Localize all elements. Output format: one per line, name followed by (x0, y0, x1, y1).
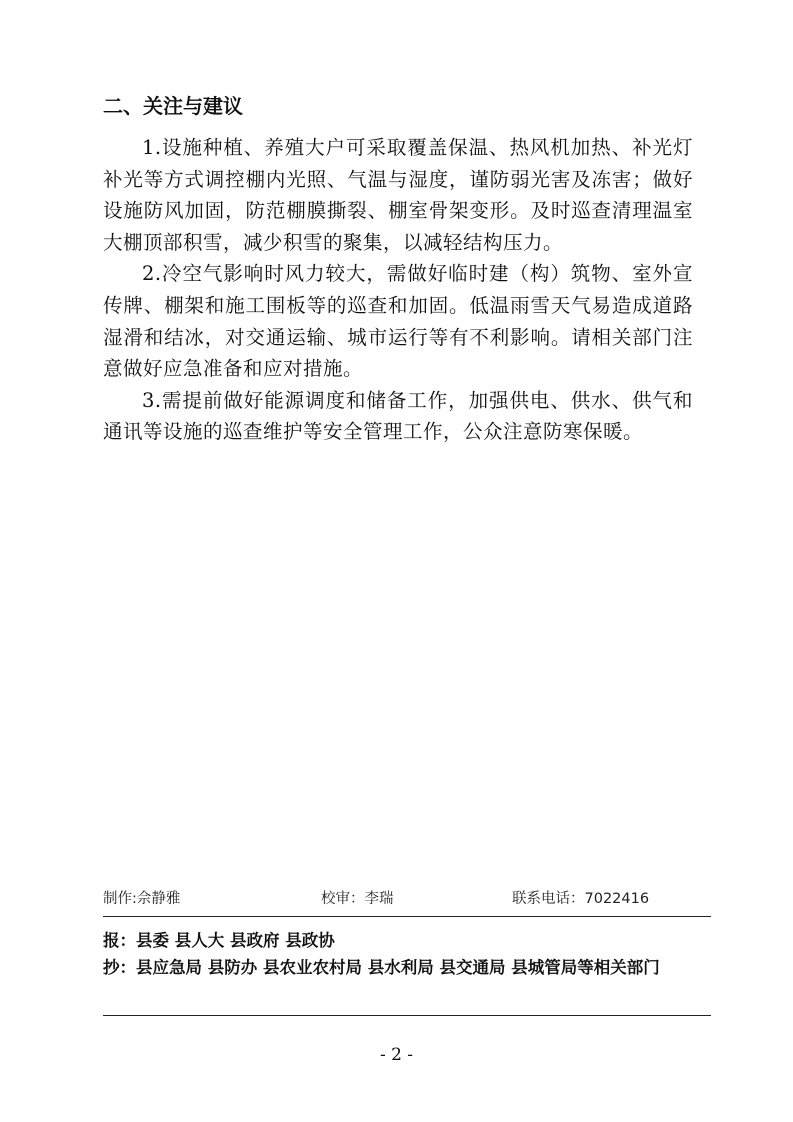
paragraph-3: 3.需提前做好能源调度和储备工作，加强供电、供水、供气和通讯等设施的巡查维护等安全管理工作，公众注意防寒保暖。 (103, 388, 693, 444)
section-heading: 二、关注与建议 (103, 94, 243, 118)
page-number: - 2 - (379, 1045, 414, 1065)
contact-phone: 联系电话：7022416 (512, 891, 650, 907)
copy-to: 抄：县应急局 县防办 县农业农村局 县水利局 县交通局 县城管局等相关部门 (103, 958, 660, 977)
section-body (103, 132, 693, 448)
footer-meta (103, 885, 711, 913)
maker-label: 制作:佘静雅 (103, 891, 181, 907)
paragraph-2: 2.冷空气影响时风力较大，需做好临时建（构）筑物、室外宣传牌、棚架和施工围板等的巡查和加固。低温雨雪天气易造成道路湿滑和结冰，对交通运输、城市运行等有不利影响。请相关部门注意做好应急准备和应对措施。 (103, 262, 693, 381)
distribution-list (103, 927, 711, 981)
reviewer-label: 校审：李瑞 (321, 891, 394, 907)
divider-bottom (103, 1015, 711, 1016)
paragraph-1: 1.设施种植、养殖大户可采取覆盖保温、热风机加热、补光灯补光等方式调控棚内光照、气温与湿度，谨防弱光害及冻害；做好设施防风加固，防范棚膜撕裂、棚室骨架变形。及时巡查清理温室大棚顶部积雪，减少积雪的聚集，以减轻结构压力。 (103, 136, 693, 254)
report-to: 报：县委 县人大 县政府 县政协 (103, 931, 335, 950)
divider-top (103, 916, 711, 917)
